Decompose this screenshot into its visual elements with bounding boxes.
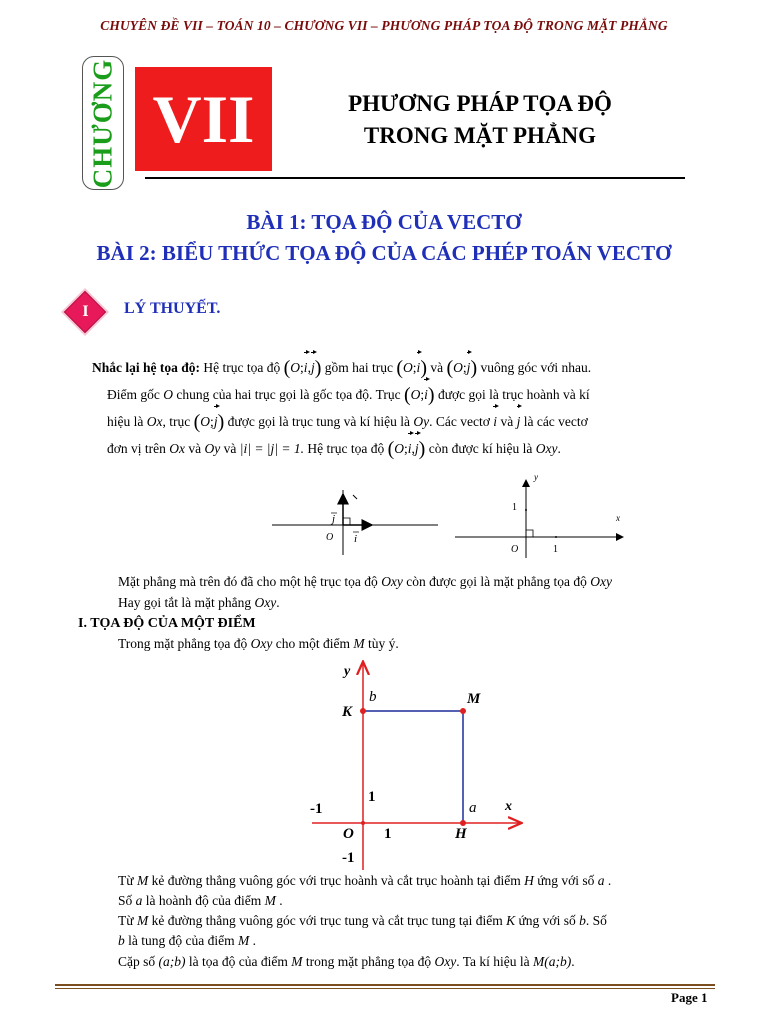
label-b: b	[369, 689, 377, 705]
chapter-rule	[145, 177, 685, 179]
section-1-intro: Trong mặt phẳng tọa độ Oxy cho một điểm M tùy ý.	[118, 636, 399, 651]
label-one-y: 1	[368, 789, 376, 805]
section-badge-label: I	[82, 303, 89, 320]
label-minus1-y: -1	[342, 850, 355, 866]
point-K	[360, 708, 366, 714]
main-x-label: x	[505, 799, 512, 814]
intro-line-4: đơn vị trên Ox và Oy và |i| = |j| = 1. Hệ trục tọa độ (O;i,j) còn được kí hiệu là Oxy.	[107, 435, 561, 463]
left-i-label: i	[354, 533, 358, 545]
main-y-label: y	[344, 664, 351, 679]
right-x-label: x	[616, 513, 620, 523]
point-coordinate-diagram	[300, 655, 540, 875]
bottom-line-5: Cặp số (a;b) là tọa độ của điểm M trong mặt phẳng tọa độ Oxy. Ta kí hiệu là M(a;b).	[118, 954, 575, 969]
plane-line-1: Mặt phẳng mà trên đó đã cho một hệ trục tọa độ Oxy còn được gọi là mặt phẳng tọa độ Oxy	[118, 574, 612, 589]
page-number: Page 1	[671, 990, 708, 1005]
footer-rule-thick	[55, 984, 715, 986]
right-one-bottom: 1	[553, 544, 558, 555]
lesson-1-title: BÀI 1: TỌA ĐỘ CỦA VECTƠ	[246, 210, 522, 234]
chapter-title: PHƯƠNG PHÁP TỌA ĐỘ TRONG MẶT PHẲNG	[348, 91, 612, 148]
intro-line-2: Điểm gốc O chung của hai trục gọi là gốc tọa độ. Trục (O;i) được gọi là trục hoành và kí	[107, 381, 590, 409]
right-origin-label: O	[511, 544, 519, 555]
bottom-line-4: b là tung độ của điểm M .	[118, 933, 256, 948]
small-axes-diagram	[260, 470, 640, 560]
section-1-title: I. TỌA ĐỘ CỦA MỘT ĐIỂM	[78, 616, 256, 631]
label-minus1-x: -1	[310, 801, 323, 817]
bottom-line-2: Số a là hoành độ của điểm M .	[118, 893, 283, 908]
chapter-numeral: VII	[152, 80, 255, 157]
left-j-label: j	[332, 513, 336, 525]
section-title: LÝ THUYẾT.	[124, 300, 221, 317]
plane-line-2: Hay gọi tắt là mặt phẳng Oxy.	[118, 595, 280, 610]
point-O	[361, 821, 365, 825]
bottom-line-1: Từ M kẻ đường thẳng vuông góc với trục hoành và cắt trục hoành tại điểm H ứng với số a .	[118, 873, 612, 888]
label-M: M	[467, 691, 481, 707]
label-K: K	[342, 704, 353, 720]
chapter-numeral-box	[135, 67, 272, 171]
point-M	[460, 708, 466, 714]
running-header: CHUYÊN ĐỀ VII – TOÁN 10 – CHƯƠNG VII – PHƯƠNG PHÁP TỌA ĐỘ TRONG MẶT PHẲNG	[100, 18, 668, 33]
footer-rule-thin	[55, 988, 715, 989]
label-a: a	[469, 800, 477, 816]
intro-line-1: Nhắc lại hệ tọa độ: Hệ trục tọa độ (O;i,j) gồm hai trục (O;i) và (O;j) vuông góc với nhau.	[92, 354, 591, 382]
right-y-label: y	[534, 472, 538, 482]
label-H: H	[455, 826, 467, 842]
bottom-line-3: Từ M kẻ đường thẳng vuông góc với trục tung và cắt trục tung tại điểm K ứng với số b. Số	[118, 913, 607, 928]
tick-mark	[353, 495, 357, 499]
right-angle-left	[343, 518, 350, 525]
intro-line-3: hiệu là Ox, trục (O;j) được gọi là trục tung và kí hiệu là Oy. Các vectơ i và j là các vectơ	[107, 408, 588, 436]
lesson-2-title: BÀI 2: BIỂU THỨC TỌA ĐỘ CỦA CÁC PHÉP TOÁN VECTƠ	[96, 241, 672, 265]
right-one-top: 1	[512, 502, 517, 513]
chapter-side-label: CHƯƠNG	[87, 58, 118, 188]
label-one-x: 1	[384, 826, 392, 842]
label-O: O	[343, 826, 354, 842]
left-origin-label: O	[326, 532, 334, 543]
